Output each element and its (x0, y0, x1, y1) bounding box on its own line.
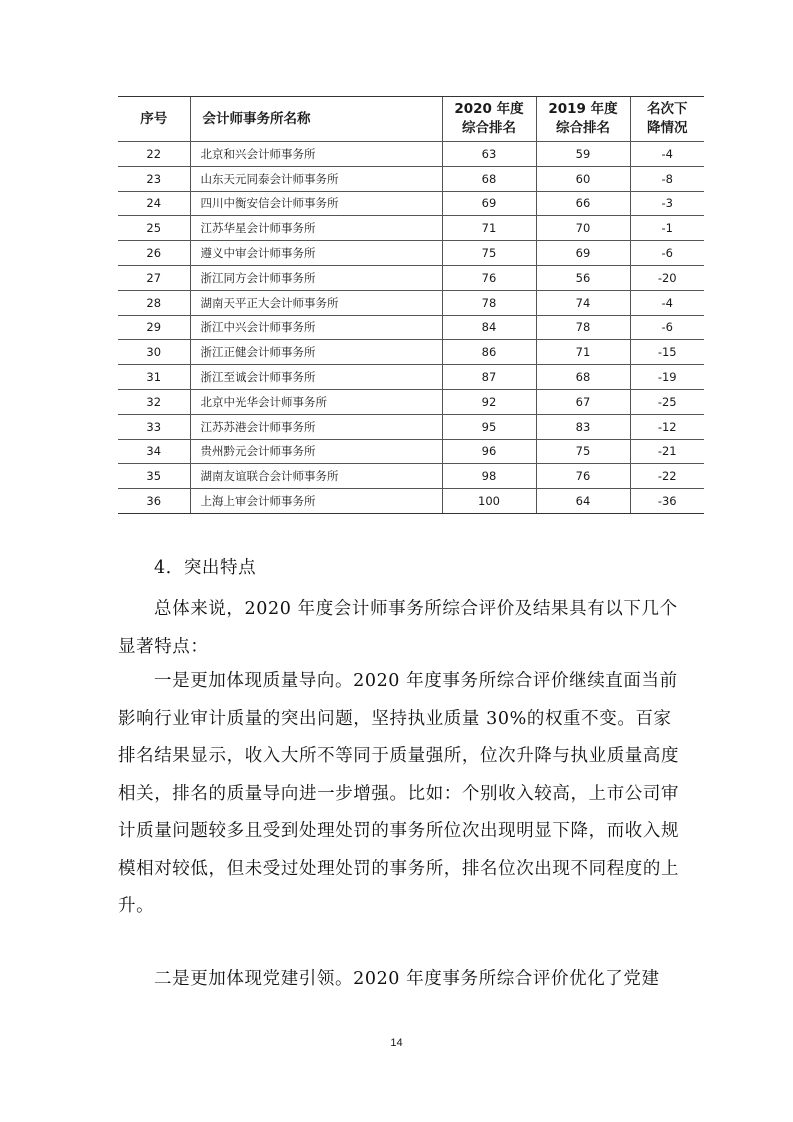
header-firm-name: 会计师事务所名称 (190, 97, 442, 142)
cell-rank-2019: 69 (536, 241, 630, 266)
cell-index: 34 (118, 439, 190, 464)
cell-rank-change: -1 (630, 216, 704, 241)
page-number: 14 (390, 1037, 403, 1049)
cell-index: 29 (118, 315, 190, 340)
cell-index: 22 (118, 142, 190, 167)
cell-rank-2020: 87 (442, 365, 536, 390)
cell-index: 28 (118, 290, 190, 315)
cell-rank-2020: 86 (442, 340, 536, 365)
cell-rank-2019: 76 (536, 464, 630, 489)
header-rank-2019-line2: 综合排名 (556, 120, 610, 136)
paragraph-party-building: 二是更加体现党建引领。2020 年度事务所综合评价优化了党建 (154, 969, 660, 989)
paragraph-summary: 总体来说，2020 年度会计师事务所综合评价及结果具有以下几个显著特点： (118, 599, 678, 657)
cell-firm-name: 浙江同方会计师事务所 (190, 265, 442, 290)
header-rank-2020-line2: 综合排名 (462, 120, 516, 136)
table-header-row (118, 97, 704, 142)
cell-rank-2019: 60 (536, 166, 630, 191)
cell-rank-2019: 70 (536, 216, 630, 241)
cell-rank-change: -21 (630, 439, 704, 464)
cell-firm-name: 北京中光华会计师事务所 (190, 389, 442, 414)
cell-index: 25 (118, 216, 190, 241)
header-rank-2019 (536, 97, 630, 142)
cell-rank-2020: 92 (442, 389, 536, 414)
cell-rank-2019: 83 (536, 414, 630, 439)
cell-index: 32 (118, 389, 190, 414)
cell-rank-change: -22 (630, 464, 704, 489)
cell-rank-2020: 69 (442, 191, 536, 216)
table-row (118, 439, 704, 464)
ranking-table (118, 96, 704, 514)
table-row (118, 142, 704, 167)
cell-index: 23 (118, 166, 190, 191)
header-rank-2020-line1: 2020 年度 (454, 101, 524, 117)
section-heading: 4．突出特点 (154, 558, 257, 578)
cell-firm-name: 湖南天平正大会计师事务所 (190, 290, 442, 315)
cell-firm-name: 上海上审会计师事务所 (190, 489, 442, 514)
table-row (118, 389, 704, 414)
header-rank-2020 (442, 97, 536, 142)
cell-rank-change: -20 (630, 265, 704, 290)
header-rank-change (630, 97, 704, 142)
cell-rank-2019: 78 (536, 315, 630, 340)
cell-firm-name: 湖南友谊联合会计师事务所 (190, 464, 442, 489)
cell-rank-change: -6 (630, 241, 704, 266)
cell-rank-change: -19 (630, 365, 704, 390)
cell-index: 36 (118, 489, 190, 514)
cell-rank-2019: 56 (536, 265, 630, 290)
cell-firm-name: 浙江正健会计师事务所 (190, 340, 442, 365)
table-row (118, 265, 704, 290)
cell-rank-change: -25 (630, 389, 704, 414)
cell-index: 31 (118, 365, 190, 390)
cell-rank-2020: 95 (442, 414, 536, 439)
cell-rank-2019: 68 (536, 365, 630, 390)
cell-firm-name: 北京和兴会计师事务所 (190, 142, 442, 167)
table-row (118, 464, 704, 489)
cell-firm-name: 浙江中兴会计师事务所 (190, 315, 442, 340)
cell-rank-change: -8 (630, 166, 704, 191)
cell-rank-2020: 63 (442, 142, 536, 167)
cell-rank-2019: 71 (536, 340, 630, 365)
cell-rank-2019: 67 (536, 389, 630, 414)
cell-rank-2019: 66 (536, 191, 630, 216)
paragraph-quality-orientation: 一是更加体现质量导向。2020 年度事务所综合评价继续直面当前影响行业审计质量的突出问题，坚持执业质量 30%的权重不变。百家排名结果显示，收入大所不等同于质量强所，位次升降与执业质量高度相关，排名的质量导向进一步增强。比如：个别收入较高，上市公司审计质量问题较多且受到处理处罚的事务所位次出现明显下降，而收入规模相对较低，但未受过处理处罚的事务所，排名位次出现不同程度的上升。 (118, 671, 680, 916)
table-row (118, 489, 704, 514)
cell-index: 35 (118, 464, 190, 489)
table-row (118, 365, 704, 390)
header-rank-2019-line1: 2019 年度 (548, 101, 618, 117)
cell-rank-2020: 96 (442, 439, 536, 464)
cell-index: 26 (118, 241, 190, 266)
cell-firm-name: 贵州黔元会计师事务所 (190, 439, 442, 464)
cell-firm-name: 山东天元同泰会计师事务所 (190, 166, 442, 191)
cell-rank-2020: 100 (442, 489, 536, 514)
cell-rank-change: -4 (630, 142, 704, 167)
table-row (118, 315, 704, 340)
cell-rank-change: -15 (630, 340, 704, 365)
cell-rank-2020: 68 (442, 166, 536, 191)
cell-rank-2020: 76 (442, 265, 536, 290)
header-rank-change-line1: 名次下 (647, 101, 688, 117)
cell-rank-change: -12 (630, 414, 704, 439)
cell-rank-change: -6 (630, 315, 704, 340)
cell-rank-2020: 78 (442, 290, 536, 315)
cell-index: 24 (118, 191, 190, 216)
cell-index: 30 (118, 340, 190, 365)
table-row (118, 414, 704, 439)
cell-firm-name: 江苏华星会计师事务所 (190, 216, 442, 241)
table-row (118, 241, 704, 266)
cell-index: 33 (118, 414, 190, 439)
cell-rank-2020: 71 (442, 216, 536, 241)
cell-rank-2019: 64 (536, 489, 630, 514)
cell-rank-2019: 75 (536, 439, 630, 464)
cell-firm-name: 遵义中审会计师事务所 (190, 241, 442, 266)
table-row (118, 340, 704, 365)
cell-rank-2019: 59 (536, 142, 630, 167)
header-index: 序号 (118, 97, 190, 142)
table-row (118, 191, 704, 216)
cell-index: 27 (118, 265, 190, 290)
cell-rank-2020: 98 (442, 464, 536, 489)
table-row (118, 216, 704, 241)
cell-rank-2019: 74 (536, 290, 630, 315)
cell-firm-name: 江苏苏港会计师事务所 (190, 414, 442, 439)
cell-rank-2020: 75 (442, 241, 536, 266)
table-row (118, 166, 704, 191)
cell-firm-name: 四川中衡安信会计师事务所 (190, 191, 442, 216)
cell-rank-2020: 84 (442, 315, 536, 340)
cell-rank-change: -3 (630, 191, 704, 216)
cell-rank-change: -4 (630, 290, 704, 315)
header-rank-change-line2: 降情况 (647, 120, 688, 136)
cell-firm-name: 浙江至诚会计师事务所 (190, 365, 442, 390)
table-row (118, 290, 704, 315)
cell-rank-change: -36 (630, 489, 704, 514)
